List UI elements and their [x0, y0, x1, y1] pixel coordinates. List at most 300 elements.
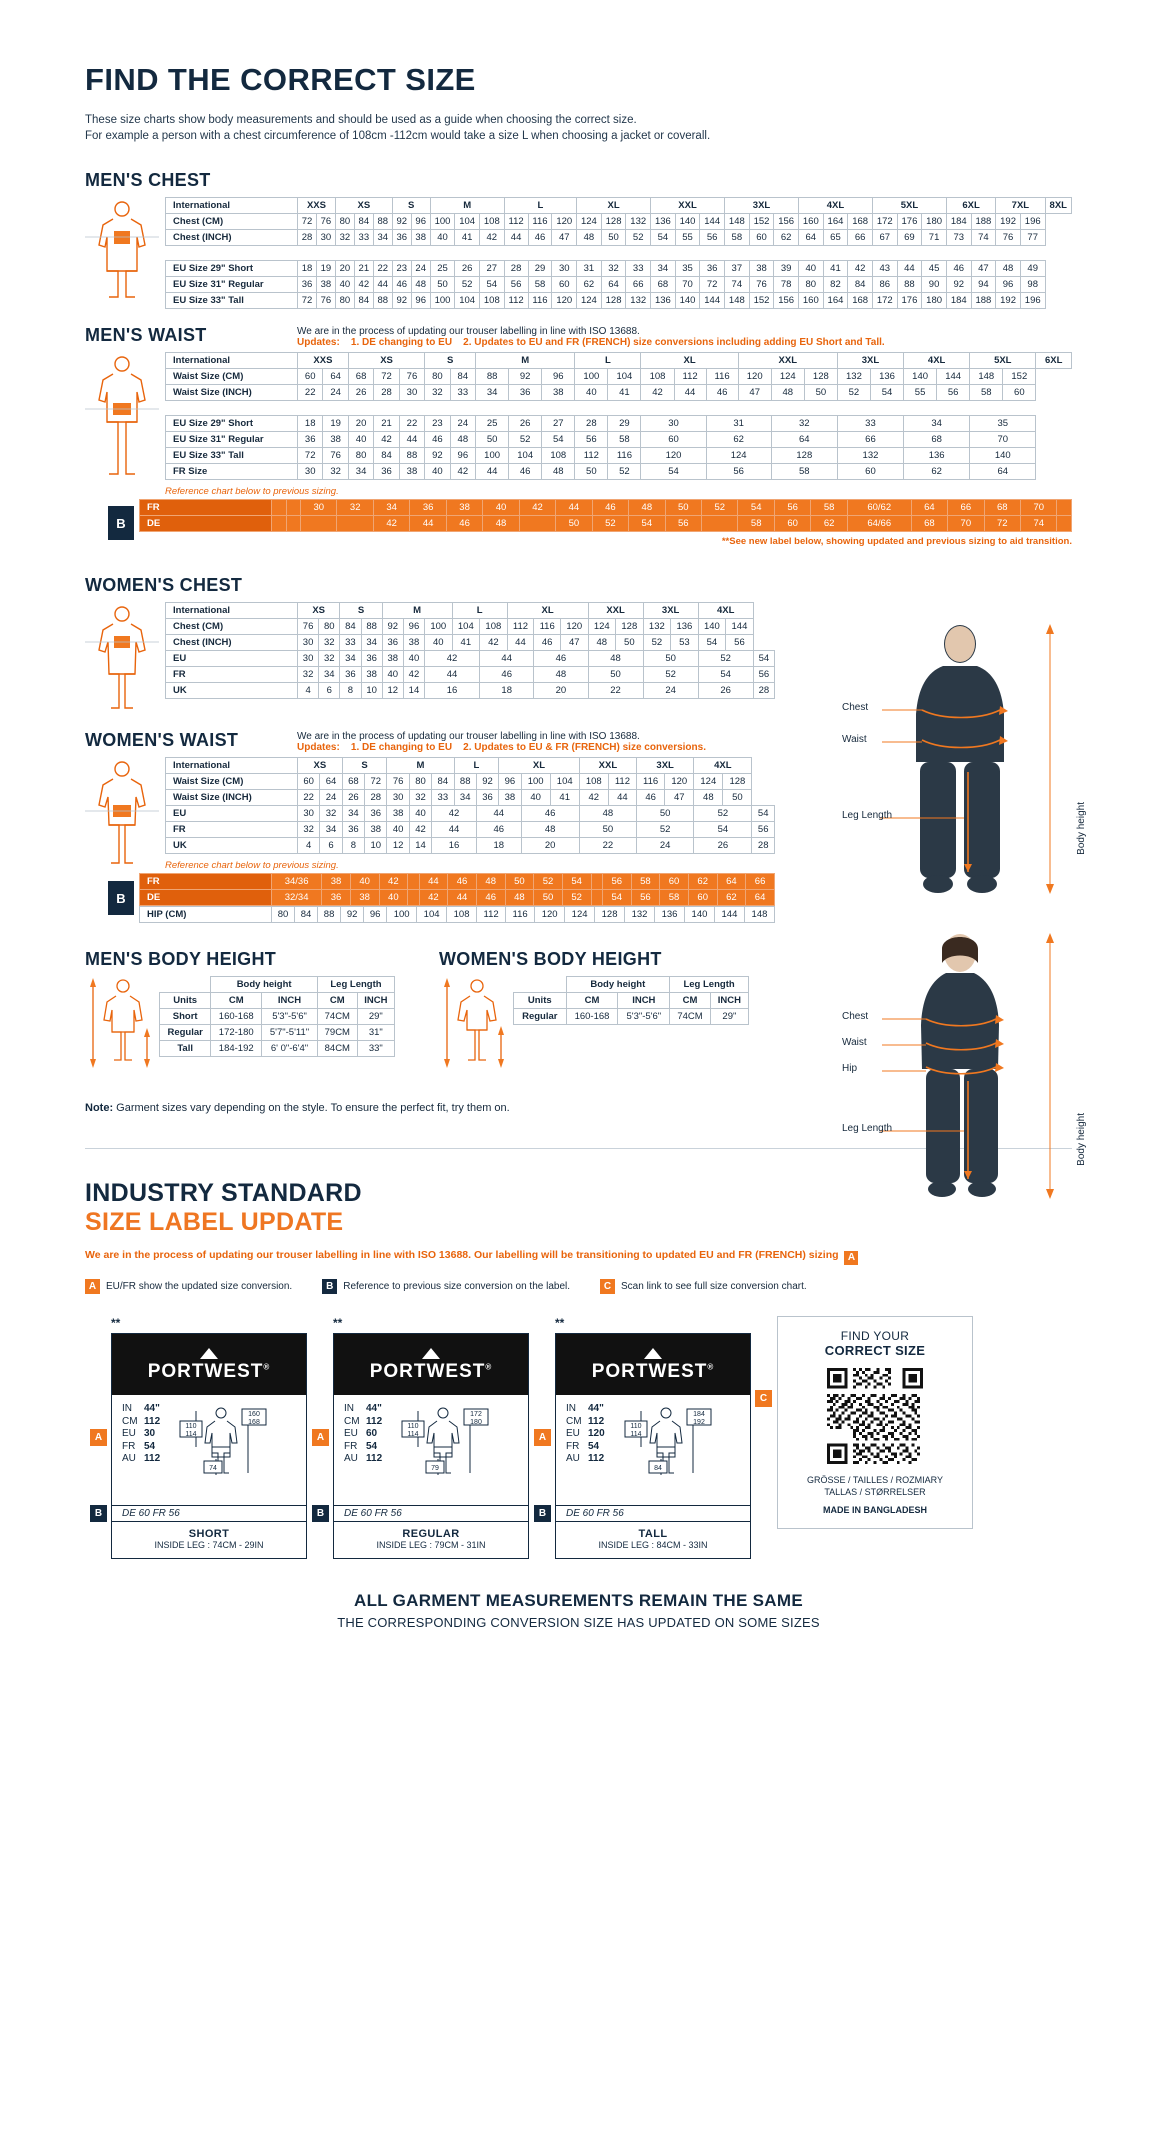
cell: 32 — [298, 822, 320, 838]
cell: 100 — [425, 619, 453, 635]
cell: 29 — [608, 416, 641, 432]
womens-chest-title: WOMEN'S CHEST — [85, 575, 243, 595]
label-figure-3 — [605, 1403, 740, 1484]
badge-b-womens: B — [108, 881, 134, 915]
cell: 38 — [749, 261, 774, 277]
cell: 67 — [872, 230, 897, 246]
womens-hip-table — [139, 906, 775, 923]
cell: 52 — [698, 651, 753, 667]
cell: 52 — [643, 667, 698, 683]
cell: 35 — [970, 416, 1036, 432]
cell: 38 — [411, 230, 430, 246]
cell: 52 — [837, 385, 870, 401]
cell: 92 — [946, 277, 971, 293]
cell: 88 — [373, 214, 392, 230]
cell: 64 — [746, 890, 775, 906]
cell: 16 — [425, 683, 480, 699]
cell: 100 — [430, 214, 455, 230]
cell: 21 — [354, 261, 373, 277]
cell: 54 — [698, 667, 753, 683]
cell: 36 — [509, 385, 542, 401]
fig-leg: 79 — [431, 1465, 440, 1472]
row-label: Chest (CM) — [166, 214, 298, 230]
label-body-height-female: Body height — [1076, 1113, 1087, 1166]
table-row — [514, 1009, 749, 1025]
cell: 128 — [595, 907, 625, 923]
cell: 176 — [897, 293, 922, 309]
table-row — [166, 635, 775, 651]
cell: 152 — [749, 293, 774, 309]
group-header-leg-length: Leg Length — [317, 977, 394, 993]
cell: 144 — [726, 619, 754, 635]
cell: 66 — [948, 500, 984, 516]
table-row — [166, 277, 1072, 293]
cell: 88 — [897, 277, 922, 293]
size-header: 3XL — [837, 353, 903, 369]
cell: 70 — [948, 516, 984, 532]
cell: 92 — [392, 293, 411, 309]
size-header: S — [392, 198, 430, 214]
size-header: XS — [298, 603, 340, 619]
cell: 92 — [425, 448, 450, 464]
cell: 66 — [626, 277, 651, 293]
cell: 54 — [651, 230, 676, 246]
cell: 64 — [970, 464, 1036, 480]
cell: 45 — [922, 261, 947, 277]
fig-left-1: 110 — [407, 1423, 419, 1430]
key: FR — [566, 1440, 580, 1452]
cell: 33 — [837, 416, 903, 432]
cell: 32 — [771, 416, 837, 432]
cell: 36 — [382, 635, 403, 651]
cell: 46 — [509, 464, 542, 480]
cell: 41 — [823, 261, 848, 277]
cell: 156 — [774, 214, 799, 230]
table-row — [166, 806, 775, 822]
cell: 46 — [476, 890, 505, 906]
cell: 64/66 — [847, 516, 911, 532]
cell: 44 — [476, 806, 521, 822]
legend-item-b — [322, 1279, 570, 1294]
cell: 72 — [365, 774, 387, 790]
cell: 18 — [480, 683, 534, 699]
cell: 72 — [374, 369, 399, 385]
cell: 41 — [452, 635, 480, 651]
cell: 30 — [298, 651, 319, 667]
key: IN — [344, 1403, 354, 1414]
update-2: 2. Updates to EU and FR (FRENCH) size conversions including adding EU Short and Tall. — [463, 337, 885, 348]
cell: 38 — [361, 667, 382, 683]
cell: 36 — [374, 464, 399, 480]
cell: 30 — [301, 500, 337, 516]
cell: 152 — [749, 214, 774, 230]
cell: 36 — [392, 230, 411, 246]
cell: 46 — [446, 516, 482, 532]
cell: 80 — [425, 369, 450, 385]
cell: 14 — [403, 683, 424, 699]
table-row — [514, 977, 749, 993]
group-header-body-height: Body height — [211, 977, 318, 993]
row-label: EU Size 29" Short — [166, 416, 298, 432]
cell: 40 — [379, 890, 408, 906]
cell: 38 — [323, 432, 348, 448]
table-row — [166, 448, 1072, 464]
table-row — [166, 369, 1072, 385]
cell: 46 — [637, 790, 665, 806]
cell: 41 — [455, 230, 480, 246]
sub-header: CM — [566, 993, 618, 1009]
cell: 40 — [350, 874, 379, 890]
cell: 98 — [1020, 277, 1045, 293]
cell: 12 — [382, 683, 403, 699]
cell: 32 — [425, 385, 450, 401]
cell: 86 — [872, 277, 897, 293]
cell: 92 — [476, 774, 498, 790]
cell: 32 — [319, 635, 340, 651]
size-header: XL — [641, 353, 738, 369]
cell: 38 — [350, 890, 379, 906]
cell: 50 — [556, 516, 592, 532]
label-card-regular — [316, 1316, 529, 1559]
size-guide-page — [0, 62, 1157, 1670]
cell: 80 — [335, 214, 354, 230]
row-label: HIP (CM) — [140, 907, 272, 923]
cell: 76 — [323, 448, 348, 464]
cell: 26 — [342, 790, 364, 806]
cell: 50 — [534, 890, 563, 906]
cell: 47 — [561, 635, 589, 651]
cell: 160 — [798, 214, 823, 230]
size-header: 5XL — [872, 198, 946, 214]
cell: 58 — [811, 500, 847, 516]
label-card-short — [94, 1316, 307, 1559]
table-row — [166, 261, 1072, 277]
sub-header: INCH — [262, 993, 318, 1009]
mens-waist-previous-table — [139, 499, 1072, 532]
cell: 58 — [608, 432, 641, 448]
size-header: XS — [348, 353, 424, 369]
cell: 128 — [616, 619, 644, 635]
cell: 64 — [320, 774, 342, 790]
table-row — [160, 1041, 395, 1057]
womens-waist-previous-table — [139, 873, 775, 906]
cell: 40 — [387, 822, 409, 838]
cell: 72 — [298, 214, 317, 230]
cell: 56 — [706, 464, 771, 480]
table-row — [166, 758, 775, 774]
cell: 80 — [272, 907, 295, 923]
cell: 100 — [387, 907, 417, 923]
cell: 44 — [556, 500, 592, 516]
row-label: UK — [166, 838, 298, 854]
cell: 30 — [387, 790, 409, 806]
size-header: 3XL — [637, 758, 694, 774]
size-header: S — [425, 353, 476, 369]
row-label: EU — [166, 651, 298, 667]
cell: 132 — [643, 619, 671, 635]
cell: 62 — [717, 890, 746, 906]
cell: 96 — [403, 619, 424, 635]
cell: 196 — [1020, 214, 1045, 230]
cell: 32 — [335, 230, 354, 246]
size-header: 7XL — [996, 198, 1045, 214]
cell: 48 — [450, 432, 475, 448]
cell: 116 — [506, 907, 535, 923]
legend-text-c: Scan link to see full size conversion chart. — [621, 1281, 807, 1292]
cell: 54 — [752, 806, 775, 822]
cell: 5'7"-5'11" — [262, 1025, 318, 1041]
industry-legend — [85, 1279, 1072, 1294]
cell: 42 — [379, 874, 408, 890]
table-row — [140, 516, 1072, 532]
row-label: Regular — [514, 1009, 567, 1025]
cell: 25 — [430, 261, 455, 277]
cell: 34 — [361, 635, 382, 651]
row-label: EU Size 33" Tall — [166, 293, 298, 309]
cell: 136 — [904, 448, 970, 464]
cell: 70 — [675, 277, 700, 293]
cell: 124 — [577, 214, 602, 230]
row-label: EU — [166, 806, 298, 822]
mens-waist-section — [85, 319, 1072, 547]
cell: 64 — [323, 369, 348, 385]
cell: 54 — [738, 500, 774, 516]
qr-card[interactable] — [777, 1316, 973, 1529]
de-fr-line-3: DE 60 FR 56 — [556, 1505, 750, 1522]
mens-waist-see-label: **See new label below, showing updated and previous sizing to aid transition. — [721, 536, 1072, 547]
value: 44" — [366, 1403, 382, 1414]
label-chest-female: Chest — [842, 1011, 869, 1022]
cell: 96 — [499, 774, 521, 790]
cell: 50 — [643, 651, 698, 667]
cell: 40 — [403, 651, 424, 667]
cell: 33 — [340, 635, 361, 651]
cell: 42 — [579, 790, 608, 806]
inside-leg: INSIDE LEG : 79CM - 31IN — [376, 1540, 486, 1550]
key: AU — [344, 1453, 358, 1464]
sub-header: INCH — [710, 993, 748, 1009]
cell: 49 — [1020, 261, 1045, 277]
cell: 27 — [479, 261, 504, 277]
cell: 38 — [382, 651, 403, 667]
cell: 20 — [348, 416, 373, 432]
qr-code-icon[interactable] — [827, 1368, 923, 1464]
size-header: 8XL — [1045, 198, 1071, 214]
qr-footer — [788, 1474, 962, 1516]
size-header: 4XL — [904, 353, 970, 369]
cell: 112 — [504, 293, 528, 309]
cell: 46 — [480, 667, 534, 683]
cell: 78 — [774, 277, 799, 293]
closing-line-2: THE CORRESPONDING CONVERSION SIZE HAS UPDATED ON SOME SIZES — [337, 1615, 820, 1630]
cell: 48 — [996, 261, 1021, 277]
cell: 42 — [450, 464, 475, 480]
mens-chest-section — [85, 170, 1072, 309]
cell — [408, 874, 419, 890]
cell: 62 — [904, 464, 970, 480]
cell: 48 — [588, 635, 616, 651]
cell: 24 — [320, 790, 342, 806]
cell: 76 — [399, 369, 424, 385]
cell: 44 — [399, 432, 424, 448]
industry-title-2: SIZE LABEL UPDATE — [85, 1208, 344, 1236]
cell: 104 — [452, 619, 480, 635]
size-header: 4XL — [698, 603, 753, 619]
value: 44" — [588, 1403, 604, 1414]
cell: 124 — [565, 907, 595, 923]
cell: 76 — [387, 774, 409, 790]
size-header: L — [452, 603, 507, 619]
size-header: XS — [298, 758, 343, 774]
cell: 27 — [542, 416, 575, 432]
cell: 36 — [322, 890, 351, 906]
cell: 58 — [771, 464, 837, 480]
cell: 140 — [675, 214, 700, 230]
table-row — [166, 198, 1072, 214]
cell: 60 — [298, 369, 323, 385]
cell: 38 — [387, 806, 409, 822]
row-label: EU Size 31" Regular — [166, 277, 298, 293]
cell: 30 — [399, 385, 424, 401]
cell: 58 — [631, 874, 660, 890]
portwest-logo-icon — [422, 1348, 440, 1359]
cell: 92 — [392, 214, 411, 230]
label-card-tall — [538, 1316, 751, 1559]
col-header-international: International — [166, 353, 298, 369]
cell: 52 — [509, 432, 542, 448]
qr-foot-1: GRÖSSE / TAILLES / ROZMIARY — [806, 1475, 944, 1485]
size-header: 4XL — [798, 198, 872, 214]
legend-tag-c: C — [600, 1279, 615, 1294]
cell: 24 — [323, 385, 348, 401]
cell: 136 — [655, 907, 685, 923]
cell: 30 — [298, 635, 319, 651]
model-illustrations — [842, 622, 1087, 1240]
cell: 44 — [425, 667, 480, 683]
cell: 32/34 — [272, 890, 322, 906]
table-row — [166, 464, 1072, 480]
tag-b-1: B — [90, 1505, 107, 1522]
cell: 140 — [698, 619, 726, 635]
cell: 42 — [409, 822, 431, 838]
cell: 34 — [348, 464, 373, 480]
female-height-figure — [439, 976, 513, 1068]
industry-section — [85, 1179, 1072, 1630]
cell: 72 — [298, 293, 317, 309]
size-header: 6XL — [1036, 353, 1072, 369]
womens-waist-note — [297, 731, 775, 753]
cell: 36 — [476, 790, 498, 806]
female-waist-figure — [85, 757, 165, 869]
key: CM — [344, 1415, 360, 1427]
fig-left-2: 114 — [185, 1431, 197, 1438]
cell: 28 — [298, 230, 317, 246]
cell: 28 — [753, 683, 774, 699]
key: CM — [122, 1415, 138, 1427]
cell — [591, 890, 602, 906]
cell: 48 — [542, 464, 575, 480]
cell: 40 — [425, 464, 450, 480]
cell: 53 — [671, 635, 699, 651]
cell: 96 — [996, 277, 1021, 293]
col-header-international: International — [166, 603, 298, 619]
label-hip-female: Hip — [842, 1063, 858, 1074]
cell: 44 — [674, 385, 706, 401]
size-header: L — [454, 758, 499, 774]
cell: 68 — [348, 369, 373, 385]
cell: 50 — [616, 635, 644, 651]
intro-line-1: These size charts show body measurements and should be used as a guide when choosing the correct size. — [85, 114, 637, 126]
label-waist-female: Waist — [842, 1037, 867, 1048]
value: 54 — [588, 1440, 600, 1452]
cell: 188 — [971, 214, 996, 230]
cell: 60 — [660, 874, 689, 890]
cell: 128 — [601, 214, 626, 230]
fig-left-1: 110 — [630, 1423, 642, 1430]
industry-title-1: INDUSTRY STANDARD — [85, 1179, 362, 1207]
cell: 48 — [476, 874, 505, 890]
cell: 74CM — [670, 1009, 711, 1025]
de-fr-line-2: DE 60 FR 56 — [334, 1505, 528, 1522]
cell: 34 — [454, 790, 476, 806]
cell: 104 — [608, 369, 641, 385]
table-row — [160, 1009, 395, 1025]
womens-waist-section — [85, 724, 775, 923]
cell: 22 — [373, 261, 392, 277]
stars-marker: ** — [111, 1316, 121, 1330]
cell: 40 — [425, 635, 453, 651]
cell: 56 — [774, 500, 810, 516]
value: 60 — [366, 1428, 378, 1439]
cell: 58 — [738, 516, 774, 532]
womens-chest-table — [165, 602, 775, 699]
update-1: 1. DE changing to EU — [350, 742, 453, 753]
table-row — [166, 416, 1072, 432]
cell: 54 — [542, 432, 575, 448]
qr-foot-3: MADE IN BANGLADESH — [822, 1505, 927, 1515]
size-header: 3XL — [725, 198, 799, 214]
cell: 46 — [534, 651, 588, 667]
stars-marker: ** — [555, 1316, 565, 1330]
table-row — [166, 432, 1072, 448]
cell: 60 — [1003, 385, 1036, 401]
cell: 120 — [552, 214, 577, 230]
cell: 54 — [602, 890, 631, 906]
cell: 50 — [723, 790, 752, 806]
cell: 44 — [448, 890, 477, 906]
cell: 55 — [675, 230, 700, 246]
cell: 22 — [298, 790, 320, 806]
cell: 32 — [601, 261, 626, 277]
cell: 46 — [528, 230, 552, 246]
cell: 50 — [804, 385, 837, 401]
cell: 48 — [588, 651, 643, 667]
cell: 26 — [694, 838, 752, 854]
cell: 50 — [476, 432, 509, 448]
cell: 84 — [354, 214, 373, 230]
cell: 44 — [480, 651, 534, 667]
cell: 88 — [318, 907, 341, 923]
cell: 60 — [552, 277, 577, 293]
male-model — [842, 622, 1087, 907]
cell: 34 — [373, 230, 392, 246]
industry-subtitle — [85, 1249, 1072, 1265]
row-label: DE — [140, 890, 272, 906]
cell: 108 — [447, 907, 477, 923]
page-title: FIND THE CORRECT SIZE — [85, 62, 476, 97]
cell: 54 — [641, 464, 706, 480]
sub-header: CM — [317, 993, 357, 1009]
